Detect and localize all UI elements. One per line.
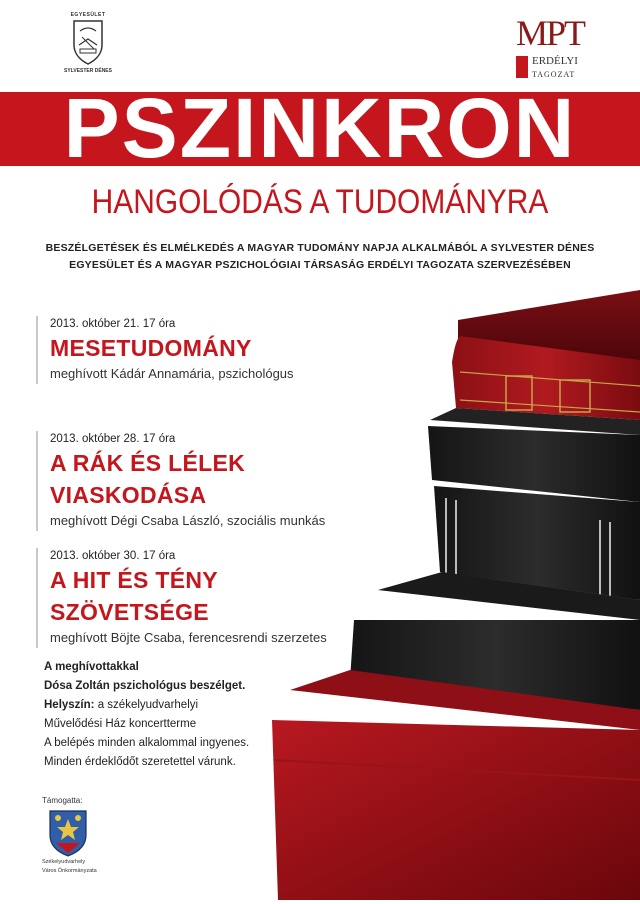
event-3	[36, 548, 380, 648]
logo-bottom-text: SYLVESTER DÉNES	[64, 68, 112, 74]
info-line-6: Minden érdeklődőt szeretettel várunk.	[44, 756, 236, 768]
book-2	[428, 408, 640, 502]
shield-icon	[72, 19, 104, 65]
event-title: MESETUDOMÁNY	[50, 335, 252, 361]
venue-value: a székelyudvarhelyi	[97, 699, 199, 711]
event-info	[44, 658, 344, 772]
intro-line-2: EGYESÜLET ÉS A MAGYAR PSZICHOLÓGIAI TÁRSASÁG ERDÉLYI TAGOZATA SZERVEZÉSÉBEN	[69, 259, 571, 271]
book-1	[452, 290, 640, 420]
coat-of-arms-icon	[48, 809, 88, 857]
sponsor-label: Támogatta:	[42, 796, 83, 805]
event-guest: meghívott Dégi Csaba László, szociális munkás	[50, 513, 326, 528]
sponsor-caption-1: Székelyudvarhely	[42, 859, 86, 865]
event-guest: meghívott Böjte Csaba, ferencesrendi szerzetes	[50, 630, 327, 645]
sponsor-caption-2: Város Önkormányzata	[42, 868, 97, 874]
event-1	[36, 316, 380, 384]
event-title: A HIT ÉS TÉNY SZÖVETSÉGE	[50, 567, 218, 625]
event-2	[36, 431, 380, 531]
event-date: 2013. október 21. 17 óra	[50, 318, 176, 330]
mpt-line2: TAGOZAT	[532, 70, 576, 79]
info-line-5: A belépés minden alkalommal ingyenes.	[44, 737, 250, 749]
event-date: 2013. október 30. 17 óra	[50, 550, 176, 562]
info-line-1: A meghívottakkal	[44, 661, 139, 673]
event-guest: meghívott Kádár Annamária, pszichológus	[50, 366, 294, 381]
logo-red-block	[516, 56, 528, 78]
mpt-logo	[512, 10, 584, 84]
logo-top-text: EGYESÜLET	[70, 12, 106, 18]
poster-title: PSZINKRON	[63, 81, 577, 175]
info-line-4: Művelődési Ház koncertterme	[44, 718, 197, 730]
info-line-2: Dósa Zoltán pszichológus beszélget.	[44, 680, 246, 692]
intro-text	[40, 240, 600, 274]
sylvester-denes-logo	[60, 12, 116, 74]
sponsor-block	[42, 796, 142, 875]
poster-subtitle: HANGOLÓDÁS A TUDOMÁNYRA	[91, 183, 549, 221]
venue-label: Helyszín:	[44, 699, 95, 711]
event-title: A RÁK ÉS LÉLEK VIASKODÁSA	[50, 450, 246, 508]
intro-line-1: BESZÉLGETÉSEK ÉS ELMÉLKEDÉS A MAGYAR TUDOMÁNY NAPJA ALKALMÁBÓL A SYLVESTER DÉNES	[45, 242, 595, 254]
mpt-line1: ERDÉLYI	[532, 55, 578, 67]
mpt-mark: MPT	[516, 13, 585, 53]
event-date: 2013. október 28. 17 óra	[50, 433, 176, 445]
